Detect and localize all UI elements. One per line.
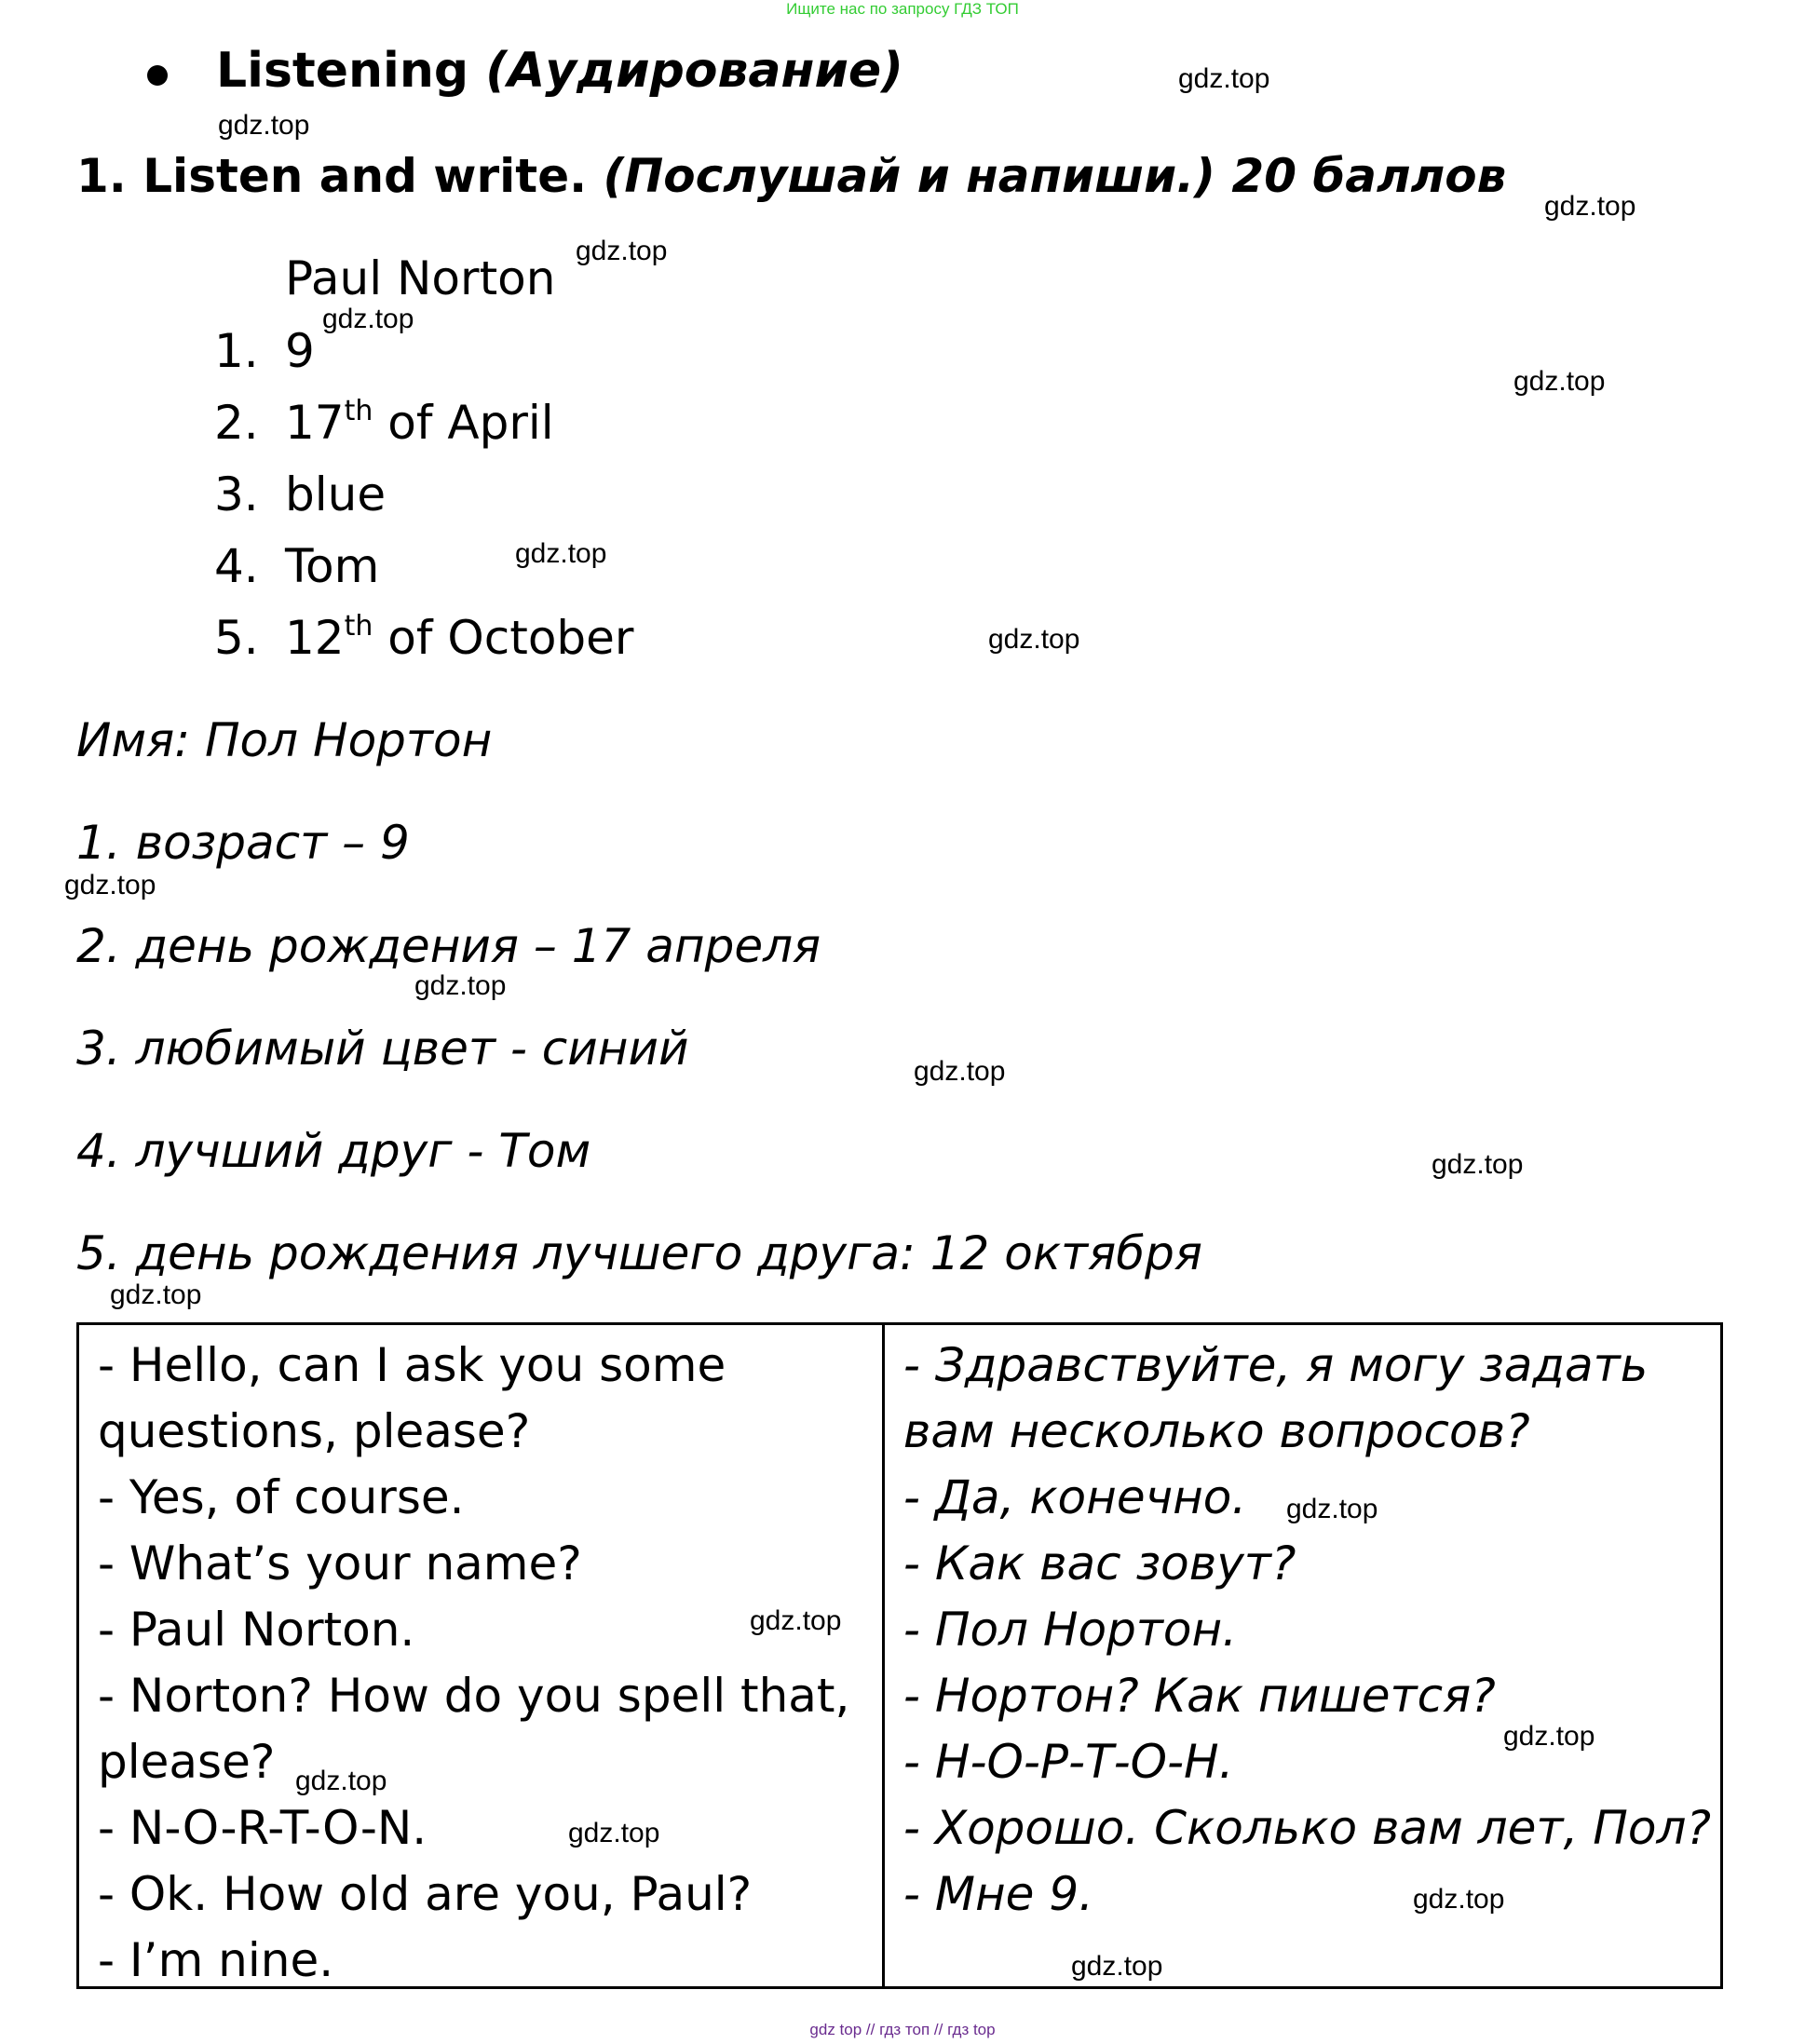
watermark: gdz.top [1071, 1951, 1163, 1982]
translation-line: 1. возраст – 9 [76, 816, 410, 870]
watermark: gdz.top [1178, 63, 1270, 94]
dialogue-line: - Здравствуйте, я могу задать [902, 1338, 1649, 1392]
watermark: gdz.top [988, 624, 1080, 655]
dialogue-line: - Hello, can I ask you some [98, 1338, 726, 1392]
watermark: gdz.top [218, 110, 310, 141]
watermark: gdz.top [1503, 1721, 1595, 1752]
bullet-icon [147, 65, 168, 86]
answer-text: blue [285, 467, 387, 521]
dialogue-line: - Yes, of course. [98, 1470, 465, 1524]
dialogue-english-column [79, 1325, 885, 1986]
answer-rest: of October [373, 611, 634, 665]
dialogue-line: - Хорошо. Сколько вам лет, Пол? [902, 1801, 1711, 1855]
answer-item [214, 324, 315, 378]
task-title-en: 1. Listen and write. [76, 149, 588, 203]
watermark: gdz.top [295, 1766, 387, 1796]
watermark: gdz.top [110, 1279, 202, 1310]
dialogue-russian-column [885, 1325, 1720, 1986]
watermark: gdz.top [64, 870, 156, 900]
translation-name: Имя: Пол Нортон [76, 713, 493, 767]
dialogue-line: - Как вас зовут? [902, 1536, 1296, 1591]
watermark: gdz.top [1413, 1884, 1505, 1915]
section-title-ru: (Аудирование) [485, 43, 903, 99]
dialogue-line: - Да, конечно. [902, 1470, 1247, 1524]
watermark: gdz.top [1286, 1494, 1378, 1524]
task-title-ru: (Послушай и напиши.) 20 баллов [603, 149, 1507, 203]
answer-item [214, 396, 554, 450]
dialogue-line: - I’m nine. [98, 1933, 334, 1987]
dialogue-line: вам несколько вопросов? [902, 1404, 1530, 1458]
answer-name: Paul Norton [285, 251, 556, 305]
dialogue-line: questions, please? [98, 1404, 531, 1458]
task-title [76, 149, 1506, 203]
answer-rest: of April [373, 396, 554, 450]
answer-text: 17 [285, 396, 345, 450]
dialogue-line: - Мне 9. [902, 1867, 1094, 1921]
answer-number: 5. [214, 611, 259, 665]
watermark: gdz.top [914, 1056, 1006, 1087]
watermark: gdz.top [1544, 191, 1636, 222]
section-title-en: Listening [216, 43, 469, 99]
watermark: gdz.top [1432, 1149, 1524, 1180]
watermark: gdz.top [750, 1605, 842, 1636]
dialogue-line: - Пол Нортон. [902, 1603, 1238, 1657]
dialogue-line: - What’s your name? [98, 1536, 582, 1591]
answer-item [214, 539, 379, 593]
dialogue-line: please? [98, 1735, 276, 1789]
dialogue-line: - Paul Norton. [98, 1603, 415, 1657]
watermark: gdz.top [1513, 366, 1606, 397]
answer-item [214, 467, 386, 521]
translation-line: 3. любимый цвет - синий [76, 1022, 689, 1076]
answer-item [214, 611, 633, 665]
answer-number: 1. [214, 324, 259, 378]
answer-ordinal: th [344, 395, 373, 427]
watermark: gdz.top [568, 1818, 660, 1848]
header-note: Ищите нас по запросу ГДЗ ТОП [786, 0, 1019, 18]
answer-text: Tom [285, 539, 380, 593]
dialogue-line: - Н-О-Р-Т-О-Н. [902, 1735, 1234, 1789]
footer-note: gdz top // гдз топ // гдз top [809, 2021, 996, 2038]
translation-line: 4. лучший друг - Том [76, 1124, 591, 1178]
dialogue-line: - Ok. How old are you, Paul? [98, 1867, 753, 1921]
dialogue-line: - Нортон? Как пишется? [902, 1669, 1496, 1723]
answer-text: 12 [285, 611, 345, 665]
watermark: gdz.top [576, 236, 668, 266]
watermark: gdz.top [322, 304, 414, 334]
dialogue-line: - Norton? How do you spell that, [98, 1669, 850, 1723]
translation-line: 2. день рождения – 17 апреля [76, 919, 821, 973]
answer-ordinal: th [344, 610, 373, 643]
answer-text: 9 [285, 324, 315, 378]
answer-number: 3. [214, 467, 259, 521]
dialogue-line: - N-O-R-T-O-N. [98, 1801, 428, 1855]
translation-line: 5. день рождения лучшего друга: 12 октября [76, 1226, 1202, 1280]
watermark: gdz.top [515, 538, 607, 569]
answer-number: 4. [214, 539, 259, 593]
section-title [216, 43, 903, 99]
answer-number: 2. [214, 396, 259, 450]
watermark: gdz.top [414, 970, 507, 1001]
